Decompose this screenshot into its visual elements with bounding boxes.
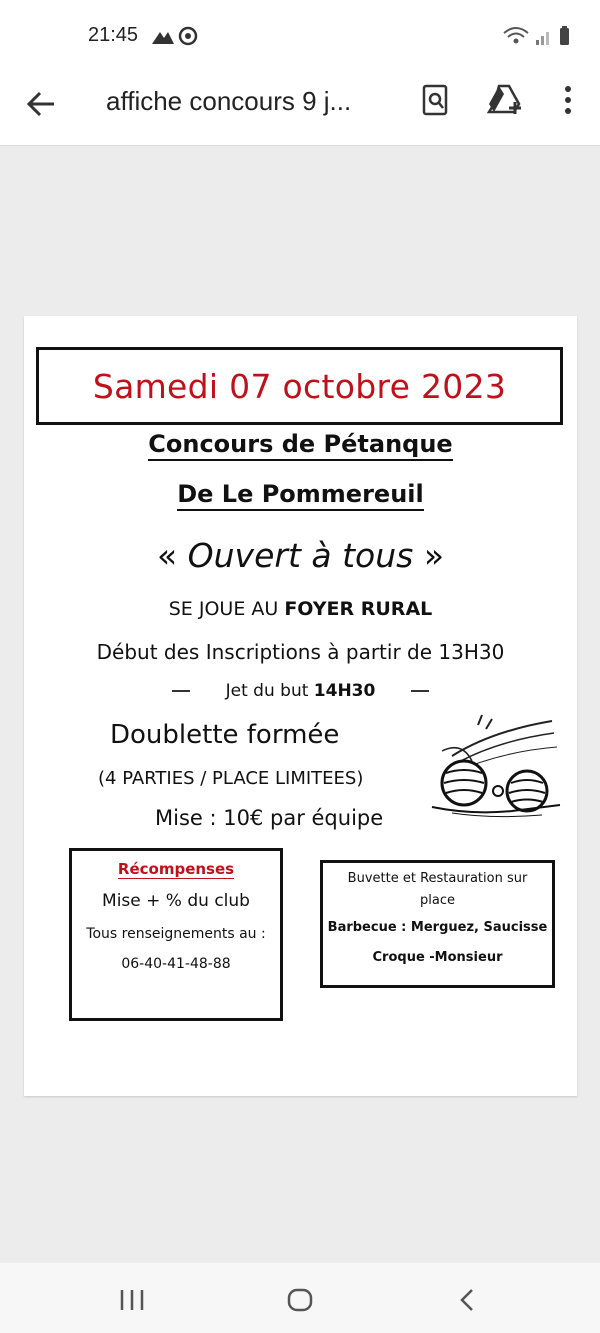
- venue-line: SE JOUE AU FOYER RURAL: [168, 598, 433, 620]
- search-document-icon[interactable]: [420, 84, 452, 116]
- rewards-title: Récompenses: [117, 860, 235, 878]
- title-line-1: Concours de Pétanque: [24, 430, 577, 458]
- recents-icon[interactable]: [117, 1288, 147, 1312]
- more-vert-icon[interactable]: [556, 84, 580, 116]
- food-line2: place: [420, 893, 455, 908]
- dash-right: [411, 690, 429, 692]
- stake-line: Mise : 10€ par équipe: [155, 806, 384, 830]
- food-line1: Buvette et Restauration sur: [347, 871, 528, 886]
- nav-back-icon[interactable]: [457, 1287, 477, 1313]
- event-date: Samedi 07 octobre 2023: [92, 366, 507, 406]
- document-title: affiche concours 9 j...: [106, 86, 352, 116]
- system-nav-bar: [0, 1263, 600, 1333]
- open-to-all: « Ouvert à tous »: [156, 536, 445, 575]
- parts-line: (4 PARTIES / PLACE LIMITEES): [98, 768, 364, 789]
- status-bar: [0, 0, 600, 70]
- rewards-phone: 06-40-41-48-88: [121, 956, 231, 972]
- dash-left: [172, 690, 190, 692]
- food-box: [320, 860, 555, 988]
- home-icon[interactable]: [286, 1287, 314, 1313]
- title-line-2: De Le Pommereuil: [24, 480, 577, 508]
- food-line4: Croque -Monsieur: [372, 950, 503, 965]
- registration-line: Début des Inscriptions à partir de 13H30: [96, 640, 505, 664]
- notification-icons: [150, 26, 200, 46]
- app-bar: [0, 70, 600, 146]
- date-box: [36, 347, 563, 425]
- food-line3: Barbecue : Merguez, Saucisse: [327, 920, 548, 935]
- drive-add-icon[interactable]: [487, 84, 523, 116]
- status-time: 21:45: [88, 24, 139, 46]
- rewards-line2: Tous renseignements au :: [86, 926, 266, 942]
- petanque-boules-icon: [412, 711, 562, 821]
- jet-line: Jet du but 14H30: [24, 681, 577, 701]
- wifi-signal-battery-icon: [502, 24, 572, 48]
- arrow-back-icon[interactable]: [24, 84, 64, 124]
- document-page: [24, 316, 577, 1096]
- rewards-box: [69, 848, 283, 1021]
- format-line: Doublette formée: [110, 720, 340, 750]
- rewards-line1: Mise + % du club: [102, 891, 250, 911]
